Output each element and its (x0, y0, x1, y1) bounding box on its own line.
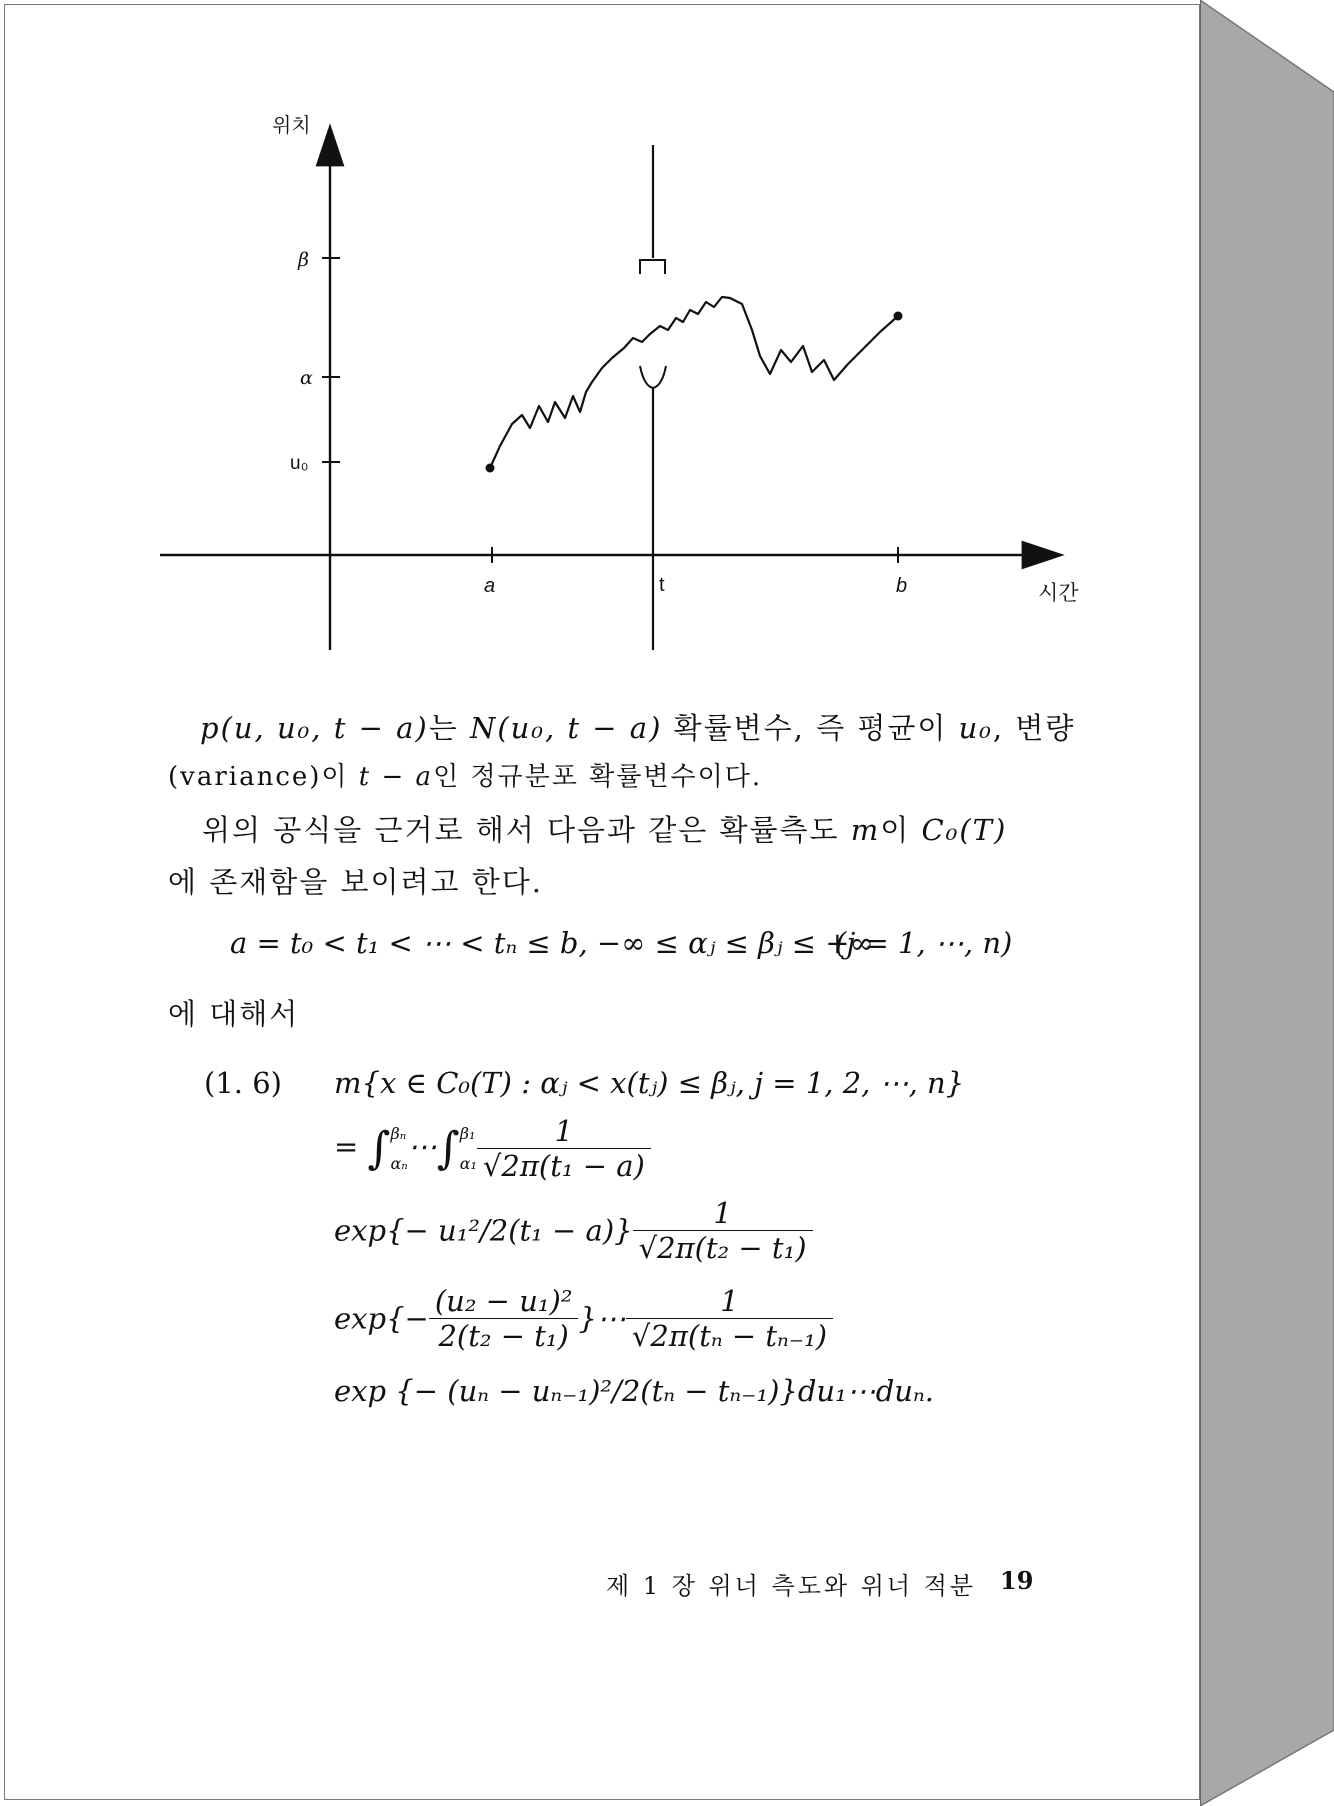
equation-line-2: = ∫ βₙ αₙ ⋯∫ β₁ α₁ $\frac{1}{\text{√2π(t₁ − a)}}$ (334, 1114, 651, 1183)
equation-line-1: m{x ∈ C₀(T) : αⱼ < x(tⱼ) ≤ βⱼ, j = 1, 2, ⋯, n} (334, 1066, 965, 1100)
y-tick-u0: u₀ (290, 453, 309, 474)
paragraph-1-line-1: p(u, u₀, t − a)는 N(u₀, t − a) 확률변수, 즉 평균이 u₀, 변량 (200, 711, 1076, 745)
y-tick-beta: β (298, 249, 309, 271)
fraction-4: $\frac{1}{\text{√2π(tₙ − tₙ₋₁)}}$ (626, 1284, 833, 1353)
chapter-running-head: 제 1 장 위너 측도와 위너 적분 (606, 1572, 977, 1600)
y-axis-label: 위치 (272, 115, 311, 137)
sample-path (490, 297, 898, 468)
book-spine (1200, 0, 1334, 1806)
paragraph-2-line-2: 에 존재함을 보이려고 한다. (168, 865, 544, 899)
fraction-1: $\frac{1}{\text{√2π(t₁ − a)}}$ (477, 1114, 651, 1183)
page-number: 19 (1000, 1566, 1034, 1595)
path-end-point (894, 312, 903, 321)
x-tick-t: t (659, 574, 665, 596)
paragraph-1-line-2: (variance)이 t − a인 정규분포 확률변수이다. (168, 762, 763, 792)
gate-beta (640, 260, 665, 274)
paragraph-2-line-1: 위의 공식을 근거로 해서 다음과 같은 확률측도 m이 C₀(T) (202, 813, 1008, 847)
equation-label: (1. 6) (204, 1066, 282, 1100)
x-tick-a: a (484, 575, 496, 597)
brownian-path-figure (0, 0, 1100, 660)
equation-line-5: exp {− (uₙ − uₙ₋₁)²/2(tₙ − tₙ₋₁)}du₁⋯duₙ. (334, 1374, 934, 1408)
x-tick-b: b (896, 575, 908, 597)
gate-alpha (640, 366, 666, 388)
path-start-point (486, 464, 495, 473)
x-axis-label: 시간 (1038, 582, 1079, 605)
condition-line: a = t₀ < t₁ < ⋯ < tₙ ≤ b, −∞ ≤ αⱼ ≤ βⱼ ≤ +∞ (230, 926, 874, 960)
equation-line-4: exp{− $\frac{\text{(u₂ − u₁)²}}{\text{2(t₂ − t₁)}}$ }⋯ $\frac{1}{\text{√2π(tₙ − tₙ₋₁)}}$ (334, 1284, 833, 1353)
y-tick-alpha: α (300, 367, 313, 389)
fraction-2: $\frac{1}{\text{√2π(t₂ − t₁)}}$ (633, 1196, 813, 1265)
condition-range: (j = 1, ⋯, n) (835, 926, 1013, 960)
equation-line-3: exp{− u₁²/2(t₁ − a)} $\frac{1}{\text{√2π(t₂ − t₁)}}$ (334, 1196, 813, 1265)
fraction-3: $\frac{\text{(u₂ − u₁)²}}{\text{2(t₂ − t₁)}}$ (429, 1284, 579, 1353)
for-line: 에 대해서 (168, 997, 300, 1031)
